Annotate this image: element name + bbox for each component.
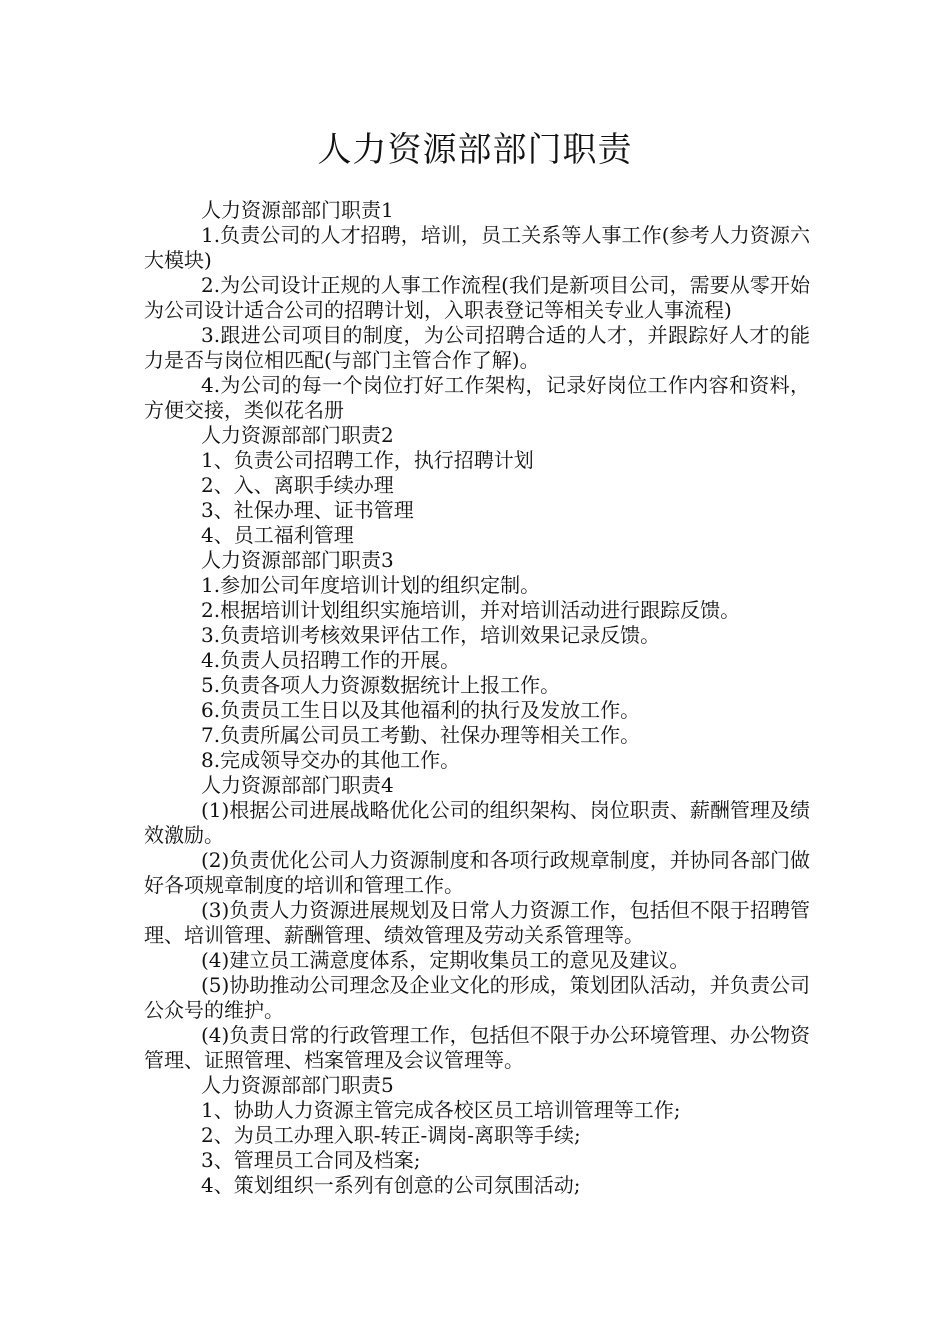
paragraph: 2、入、离职手续办理 bbox=[201, 473, 394, 497]
document-title: 人力资源部部门职责 bbox=[317, 130, 633, 170]
paragraph: 3、管理员工合同及档案; bbox=[201, 1148, 421, 1172]
paragraph: (4)负责日常的行政管理工作，包括但不限于办公环境管理、办公物资管理、证照管理、档案管理及会议管理等。 bbox=[144, 1023, 810, 1072]
paragraph: 4、策划组织一系列有创意的公司氛围活动; bbox=[201, 1173, 581, 1197]
paragraph: 1.参加公司年度培训计划的组织定制。 bbox=[201, 573, 541, 597]
paragraph: 2.根据培训计划组织实施培训，并对培训活动进行跟踪反馈。 bbox=[201, 598, 741, 622]
paragraph: 1、协助人力资源主管完成各校区员工培训管理等工作; bbox=[201, 1098, 681, 1122]
paragraph: 人力资源部部门职责4 bbox=[201, 773, 394, 797]
paragraph: 5.负责各项人力资源数据统计上报工作。 bbox=[201, 673, 561, 697]
paragraph: (2)负责优化公司人力资源制度和各项行政规章制度，并协同各部门做好各项规章制度的培训和管理工作。 bbox=[144, 848, 810, 897]
paragraph: 7.负责所属公司员工考勤、社保办理等相关工作。 bbox=[201, 723, 641, 747]
paragraph: (3)负责人力资源进展规划及日常人力资源工作，包括但不限于招聘管理、培训管理、薪酬管理、绩效管理及劳动关系管理等。 bbox=[144, 898, 810, 947]
paragraph: 1、负责公司招聘工作，执行招聘计划 bbox=[201, 448, 534, 472]
paragraph: 2、为员工办理入职-转正-调岗-离职等手续; bbox=[201, 1123, 581, 1147]
paragraph: 人力资源部部门职责1 bbox=[201, 198, 394, 222]
paragraph: 人力资源部部门职责2 bbox=[201, 423, 394, 447]
paragraph: 人力资源部部门职责5 bbox=[201, 1073, 394, 1097]
paragraph: 3.负责培训考核效果评估工作，培训效果记录反馈。 bbox=[201, 623, 661, 647]
paragraph: 1.负责公司的人才招聘，培训，员工关系等人事工作(参考人力资源六大模块) bbox=[144, 223, 810, 272]
paragraph: 人力资源部部门职责3 bbox=[201, 548, 394, 572]
paragraph: 4.为公司的每一个岗位打好工作架构，记录好岗位工作内容和资料，方便交接，类似花名册 bbox=[144, 373, 810, 422]
paragraph: (4)建立员工满意度体系，定期收集员工的意见及建议。 bbox=[201, 948, 690, 972]
paragraph: 4.负责人员招聘工作的开展。 bbox=[201, 648, 461, 672]
paragraph: 2.为公司设计正规的人事工作流程(我们是新项目公司，需要从零开始为公司设计适合公司的招聘计划，入职表登记等相关专业人事流程) bbox=[144, 273, 810, 322]
paragraph: (1)根据公司进展战略优化公司的组织架构、岗位职责、薪酬管理及绩效激励。 bbox=[144, 798, 810, 847]
paragraph: 3.跟进公司项目的制度，为公司招聘合适的人才，并跟踪好人才的能力是否与岗位相匹配(与部门主管合作了解)。 bbox=[144, 323, 810, 372]
paragraph: (5)协助推动公司理念及企业文化的形成，策划团队活动，并负责公司公众号的维护。 bbox=[144, 973, 810, 1022]
paragraph: 4、员工福利管理 bbox=[201, 523, 354, 547]
paragraph: 6.负责员工生日以及其他福利的执行及发放工作。 bbox=[201, 698, 641, 722]
document-body bbox=[144, 198, 810, 1198]
paragraph: 8.完成领导交办的其他工作。 bbox=[201, 748, 461, 772]
paragraph: 3、社保办理、证书管理 bbox=[201, 498, 414, 522]
